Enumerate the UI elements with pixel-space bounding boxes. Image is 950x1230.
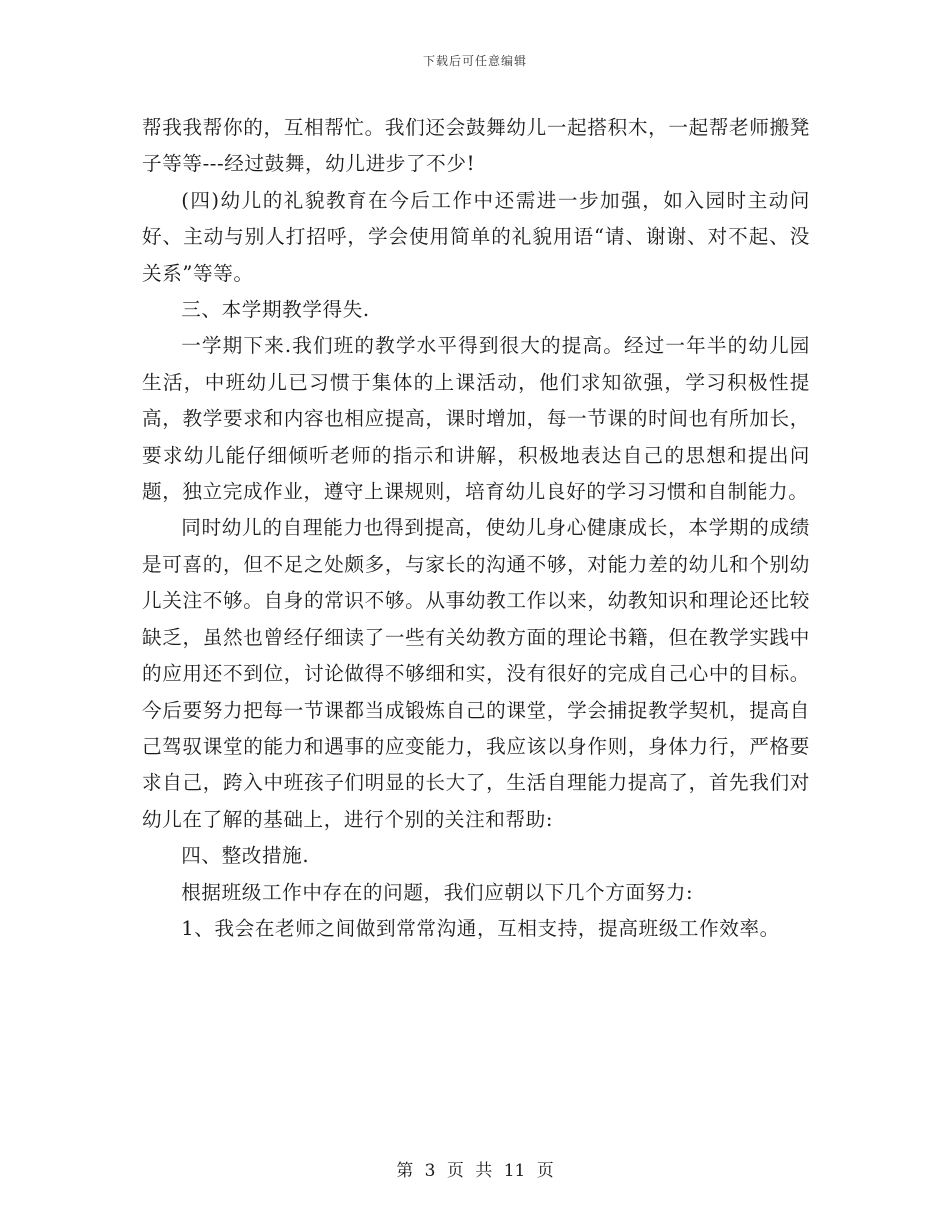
section-heading: 三、本学期教学得失.: [181, 298, 370, 322]
paragraph: 同时幼儿的自理能力也得到提高，使幼儿身心健康成长，本学期的成绩是可喜的，但不足之处颇多，与家长的沟通不够，对能力差的幼儿和个别幼儿关注不够。自身的常识不够。从事幼教工作以来，幼教知识和理论还比较缺乏，虽然也曾经仔细读了一些有关幼教方面的理论书籍，但在教学实践中的应用还不到位，讨论做得不够细和实，没有很好的完成自己心中的目标。今后要努力把每一节课都当成锻炼自己的课堂，学会捕捉教学契机，提高自己驾驭课堂的能力和遇事的应变能力，我应该以身作则，身体力行，严格要求自己，跨入中班孩子们明显的长大了，生活自理能力提高了，首先我们对幼儿在了解的基础上，进行个别的关注和帮助:: [142, 516, 810, 831]
paragraph: 一学期下来.我们班的教学水平得到很大的提高。经过一年半的幼儿园生活，中班幼儿已习惯于集体的上课活动，他们求知欲强，学习积极性提高，教学要求和内容也相应提高，课时增加，每一节课的时间也有所加长，要求幼儿能仔细倾听老师的指示和讲解，积极地表达自己的思想和提出问题，独立完成作业，遵守上课规则，培育幼儿良好的学习习惯和自制能力。: [142, 334, 810, 504]
paragraph: 帮我我帮你的，互相帮忙。我们还会鼓舞幼儿一起搭积木，一起帮老师搬凳子等等---经过鼓舞，幼儿进步了不少!: [142, 116, 810, 176]
paragraph: 根据班级工作中存在的问题，我们应朝以下几个方面努力:: [181, 880, 694, 904]
paragraph: (四)幼儿的礼貌教育在今后工作中还需进一步加强，如入园时主动问好、主动与别人打招呼，学会使用简单的礼貌用语“请、谢谢、对不起、没关系”等等。: [142, 188, 810, 285]
document-body: [142, 110, 810, 947]
section-heading: 四、整改措施.: [181, 844, 310, 868]
page-header: 下载后可任意编辑: [422, 54, 527, 68]
list-item: 1、我会在老师之间做到常常沟通，互相支持，提高班级工作效率。: [181, 916, 780, 940]
page-footer: 第 3 页 共 11 页: [396, 1161, 554, 1181]
